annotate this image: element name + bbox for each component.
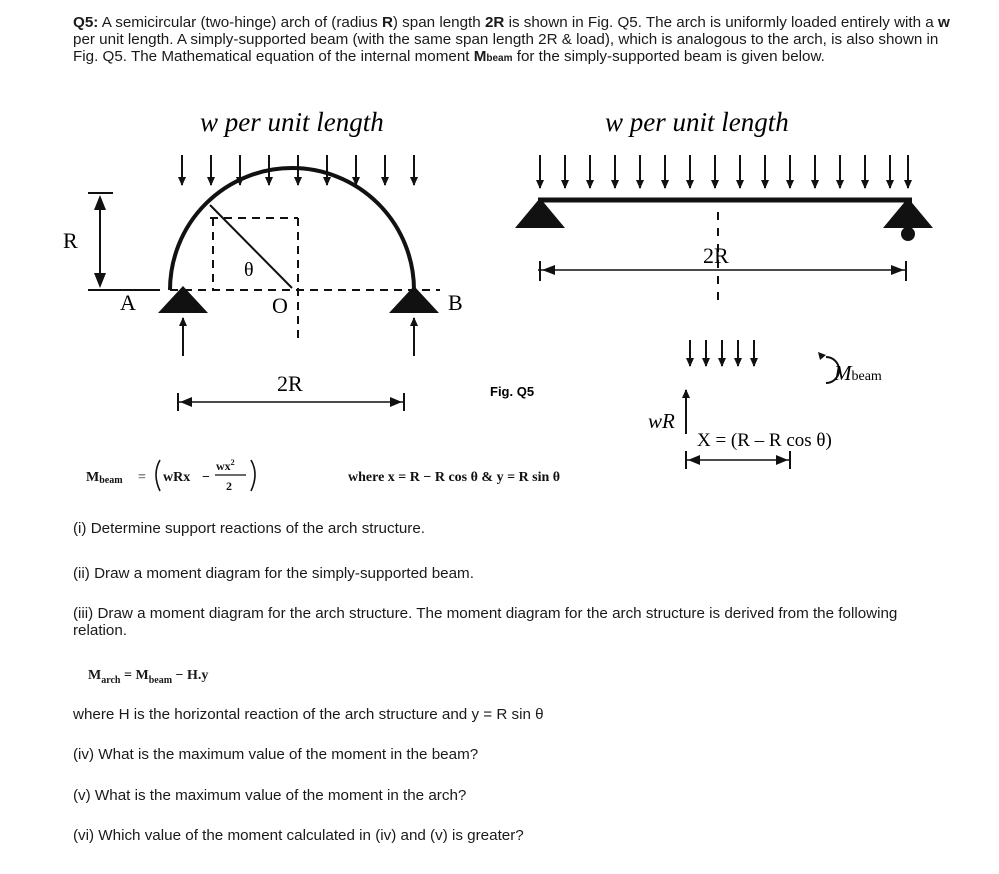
question-label: Q5: — [73, 14, 99, 31]
question-i: (i) Determine support reactions of the arch structure. — [73, 520, 425, 537]
beam-load-arrows — [540, 155, 908, 188]
where-h-text: where H is the horizontal reaction of the arch structure and y = R sin θ — [73, 706, 544, 723]
svg-text:wRx: wRx — [163, 470, 191, 485]
march-equation: $M_{arch} = M_{beam} - H.y$ — [88, 668, 209, 686]
svg-text:Mbeam: Mbeam — [86, 470, 123, 486]
fbd-x-label: X = (R – R cos θ) — [697, 430, 832, 451]
question-iii: (iii) Draw a moment diagram for the arch structure. The moment diagram for the arch structure is derived from the following relation. — [73, 605, 898, 640]
fbd-load-arrows — [690, 340, 754, 366]
question-ii: (ii) Draw a moment diagram for the simply-supported beam. — [73, 565, 474, 582]
intro-paragraph: Q5: A semicircular (two-hinge) arch of (radius R) span length 2R is shown in Fig. Q5. The arch is uniformly loaded entirely with a w per unit length. A simply-supported beam (with the same span length 2R & load), which is analogous to the arch, is also shown in Fig. Q5. The Mathematical equation of the internal moment Mbeam for the simply-supported beam is given below. — [73, 14, 950, 66]
question-iv: (iv) What is the maximum value of the moment in the beam? — [73, 746, 479, 763]
arch-load-label: w per unit length — [200, 107, 384, 137]
arch-radius-label: R — [63, 228, 78, 253]
fbd-moment-label: Mbeam — [834, 361, 882, 385]
figure-caption: Fig. Q5 — [490, 384, 535, 399]
where-x-text: where x = R − R cos θ & y = R sin θ — [348, 470, 561, 485]
beam-roller — [901, 227, 915, 241]
arch-r-dimension — [88, 193, 160, 290]
fbd-reaction-label: wR — [648, 409, 675, 433]
arch-label-a: A — [120, 290, 136, 315]
arch-center-label: O — [272, 293, 288, 318]
arch-span-label: 2R — [277, 371, 303, 396]
arch-curve — [170, 168, 414, 290]
beam-load-label: w per unit length — [605, 107, 789, 137]
svg-text:wx2: $wx^2$ — [216, 458, 235, 473]
svg-text:2: 2 — [226, 479, 232, 493]
mbeam-equation — [86, 458, 560, 493]
arch-label-b: B — [448, 290, 463, 315]
question-v: (v) What is the maximum value of the moment in the arch? — [73, 787, 467, 804]
svg-text:=: = — [138, 470, 146, 485]
svg-text:−: − — [202, 470, 210, 485]
beam-span-label: 2R — [703, 243, 729, 268]
arch-theta-label: θ — [244, 259, 254, 281]
question-vi: (vi) Which value of the moment calculated in (iv) and (v) is greater? — [73, 827, 524, 844]
